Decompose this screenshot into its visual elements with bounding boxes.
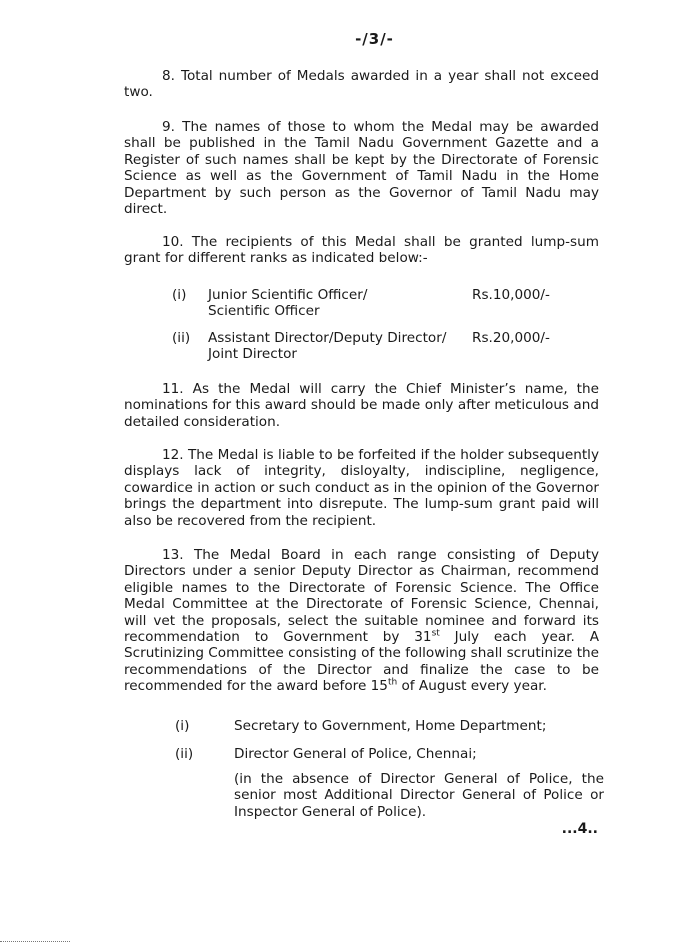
paragraph-13-part-b: July each year. A Scrutinizing Committee consisting of the following shall scrutinize the recommendations of the Director and finalize the case to be recommended for the award before 15 [124,629,599,695]
paragraph-11: 11. As the Medal will carry the Chief Minister’s name, the nominations for this award should be made only after meticulous and detailed consideration. [124,381,599,430]
grant-1-num: (i) [172,287,187,303]
grant-1-rank-line2: Scientific Officer [208,303,320,319]
grant-2-rank-line2: Joint Director [208,346,297,362]
committee-1-num: (i) [175,718,190,734]
paragraph-13 [124,547,599,695]
paragraph-13-part-c: of August every year. [397,678,547,695]
grant-1-rank-line1: Junior Scientific Officer/ [208,287,368,303]
paragraph-12: 12. The Medal is liable to be forfeited if the holder subsequently displays lack of integrity, disloyalty, indiscipline, negligence, cowardice in action or such conduct as in the opinion of the Governor brings the department into disrepute. The lump-sum grant paid will also be recovered from the recipient. [124,447,599,529]
grant-2-num: (ii) [172,330,191,346]
scan-edge-line [0,941,70,942]
committee-2-text: Director General of Police, Chennai; [234,746,477,762]
committee-note: (in the absence of Director General of Police, the senior most Additional Director General of Police or Inspector General of Police). [234,771,604,820]
superscript-st: st [431,628,440,639]
paragraph-10: 10. The recipients of this Medal shall be granted lump-sum grant for different ranks as indicated below:- [124,234,599,267]
page-number: -/3/- [355,30,394,48]
paragraph-13-part-a: 13. The Medal Board in each range consisting of Deputy Directors under a senior Deputy Director as Chairman, recommend eligible names to the Directorate of Forensic Science. The Office Medal Committee at the Directorate of Forensic Science, Chennai, will vet the proposals, select the suitable nominee and forward its recommendation to Government by 31 [124,547,599,646]
committee-2-num: (ii) [175,746,194,762]
committee-1-text: Secretary to Government, Home Department; [234,718,547,734]
grant-2-rank-line1: Assistant Director/Deputy Director/ [208,330,447,346]
grant-1-amount: Rs.10,000/- [472,287,550,303]
paragraph-9: 9. The names of those to whom the Medal may be awarded shall be published in the Tamil Nadu Government Gazette and a Register of such names shall be kept by the Directorate of Forensic Science as well as the Government of Tamil Nadu in the Home Department by such person as the Governor of Tamil Nadu may direct. [124,119,599,218]
superscript-th: th [387,677,398,688]
grant-2-amount: Rs.20,000/- [472,330,550,346]
continuation-marker: ...4.. [561,821,598,837]
paragraph-8: 8. Total number of Medals awarded in a year shall not exceed two. [124,68,599,101]
